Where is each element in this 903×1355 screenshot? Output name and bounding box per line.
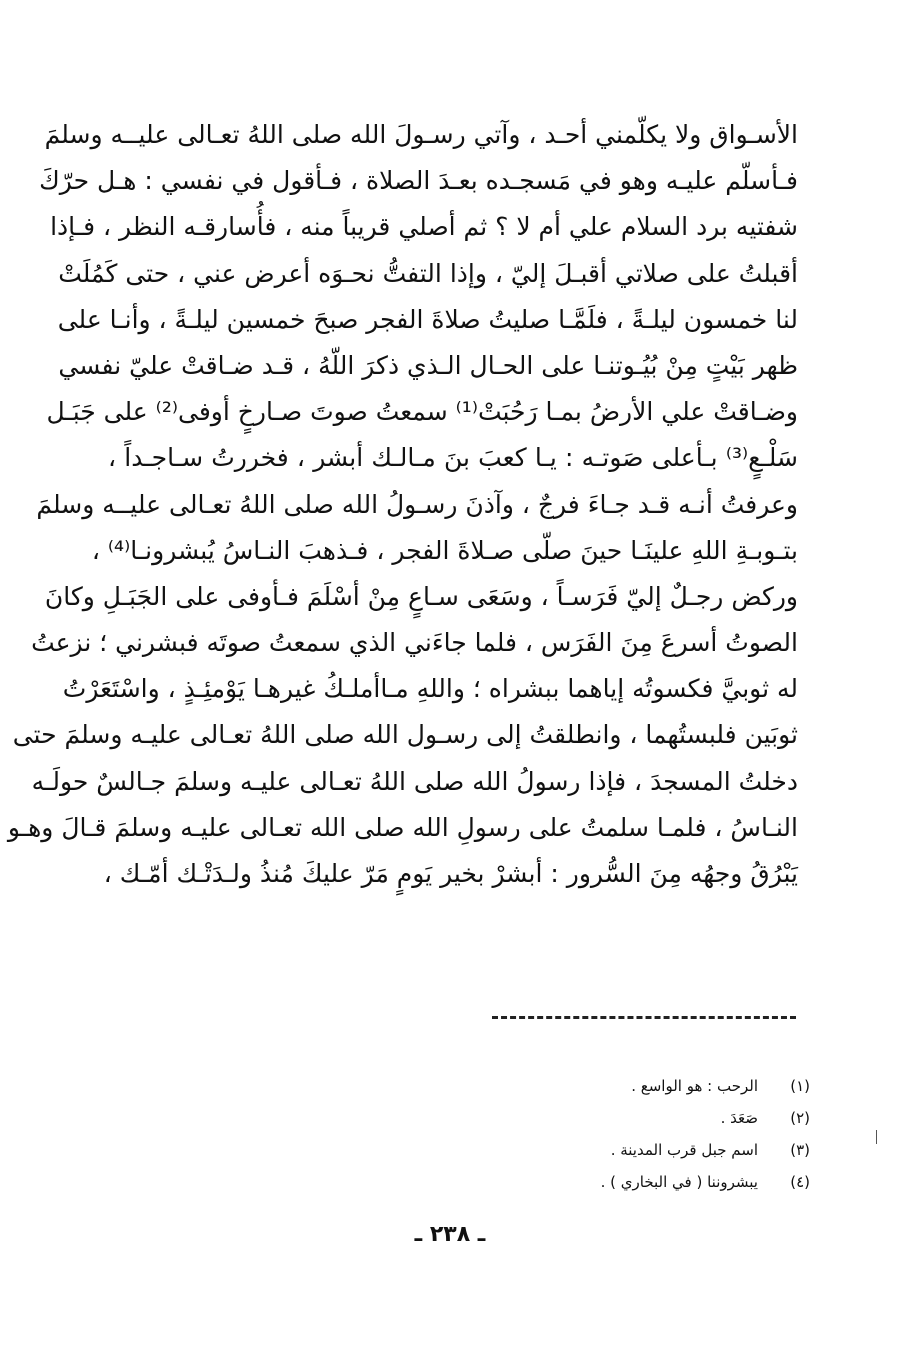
- main-text-block: [7, 112, 798, 897]
- text-line: وركض رجـلٌ إليّ فَرَسـاً ، وسَعَى سـاعٍ مِنْ أسْلَمَ فـأوفى على الجَبَـلِ وكانَ: [44, 581, 798, 611]
- footnote-separator: [492, 1016, 796, 1019]
- text-line: ثوبَين فلبستُهما ، وانطلقتُ إلى رسـول الله صلى اللهُ تعـالى عليـه وسلمَ حتى: [12, 720, 798, 750]
- text-line: دخلتُ المسجدَ ، فإذا رسولُ الله صلى اللهُ تعـالى عليـه وسلمَ جـالسٌ حولَـه: [31, 766, 798, 796]
- footnotes-list: [430, 1070, 810, 1198]
- page-number: ـ ٢٣٨ ـ: [414, 1222, 486, 1247]
- text-line: أقبلتُ على صلاتي أقبـلَ إليّ ، وإذا التفتُّ نحـوَه أعرض عني ، حتى كَمُلَتْ: [58, 258, 798, 288]
- text-line: بتـوبـةِ اللهِ علينَـا حينَ صلّى صـلاةَ الفجر ، فـذهبَ النـاسُ يُبشرونـا⁽⁴⁾ ،: [91, 535, 798, 565]
- text-line: له ثوبيَّ فكسوتُه إياهما ببشراه ؛ واللهِ مـاأملـكُ غيرهـا يَوْمئِـذٍ ، واسْتَعَرْتُ: [62, 674, 798, 704]
- footnote-number: (٢): [790, 1109, 810, 1127]
- text-line: ظهر بَيْتٍ مِنْ بُيُـوتنـا على الحـال الـذي ذكرَ اللّهُ ، قـد ضـاقتْ عليّ نفسي: [58, 350, 798, 380]
- text-line: النـاسُ ، فلمـا سلمتُ على رسولِ الله صلى الله تعـالى عليـه وسلمَ قـالَ وهـو: [7, 812, 798, 842]
- footnote-item: [430, 1166, 810, 1198]
- footnote-number: (٤): [790, 1173, 810, 1191]
- text-line: يَبْرُقُ وجهُه مِنَ السُّرور : أبشرْ بخير يَومٍ مَرّ عليكَ مُنذُ ولـدَتْـك أمّـك ،: [103, 859, 798, 888]
- text-line: فـأسلّم عليـه وهو في مَسجـده بعـدَ الصلاة ، فـأقول في نفسي : هـل حرّكَ: [39, 166, 798, 196]
- text-line: الأسـواق ولا يكلّمني أحـد ، وآتي رسـولَ الله صلى اللهُ تعـالى عليــه وسلمَ: [44, 120, 798, 149]
- footnote-number: (٣): [790, 1141, 810, 1159]
- margin-mark: [876, 1130, 877, 1144]
- footnote-number: (١): [790, 1077, 810, 1095]
- footnote-text: اسم جبل قرب المدينة .: [610, 1141, 758, 1159]
- footnote-text: يبشروننا ( في البخاري ) .: [600, 1173, 758, 1191]
- footnote-text: صَعَدَ .: [720, 1109, 758, 1127]
- footnote-text: الرحب : هو الواسع .: [631, 1077, 758, 1095]
- footnote-item: [430, 1134, 810, 1166]
- text-line: الصوتُ أسرعَ مِنَ الفَرَس ، فلما جاءَني الذي سمعتُ صوتَه فبشرني ؛ نزعتُ: [31, 628, 798, 658]
- footnote-item: [430, 1102, 810, 1134]
- footnote-item: [430, 1070, 810, 1102]
- text-line: وعرفتُ أنـه قـد جـاءَ فرجٌ ، وآذنَ رسـولُ الله صلى اللهُ تعـالى عليــه وسلمَ: [36, 489, 798, 519]
- text-line: سَلْـعٍ⁽³⁾ بـأعلى صَوتـه : يـا كعبَ بنَ مـالـك أبشر ، فخررتُ سـاجـداً ،: [108, 443, 798, 473]
- text-line: شفتيه برد السلام علي أم لا ؟ ثم أصلي قريباً منه ، فأُسارقـه النظر ، فـإذا: [50, 212, 798, 242]
- text-line: وضـاقتْ علي الأرضُ بمـا رَحُبَتْ⁽¹⁾ سمعتُ صوتَ صـارخٍ أوفى⁽²⁾ على جَبَـل: [46, 397, 798, 427]
- text-line: لنا خمسون ليلـةً ، فلَمَّـا صليتُ صلاةَ الفجر صبحَ خمسين ليلـةً ، وأنـا على: [57, 304, 798, 334]
